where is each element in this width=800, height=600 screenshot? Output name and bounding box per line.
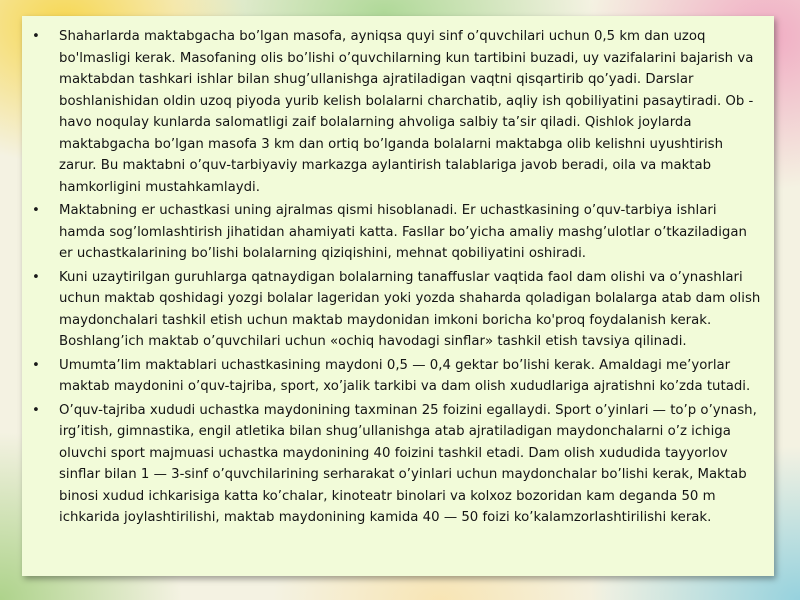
- bullet-text: O’quv-tajriba xududi uchastka maydonining taxminan 25 foizini egallaydi. Sport o’yinlari — to’p o’ynash, irg’itish, gimnastika, engil atletika bilan shug’ullanishga atab ajratiladigan maydonchalarni o’z ichiga oluvchi sport majmuasi uchastka maydonining 40 foizini tashkil etadi. Dam olish xududida tayyorlov sinflar bilan 1 — 3-sinf o’quvchilarining serharakat o’yinlari uchun maydonchalar bo’lishi kerak, Maktab binosi xudud ichkarisiga katta ko’chalar, kinoteatr binolari va kolxoz bozoridan kam deganda 50 m ichkarida joylashtirilishi, maktab maydonining kamida 40 — 50 foizi ko’kalamzorlashtirilishi kerak.: [59, 402, 757, 525]
- bullet-item: [32, 400, 762, 529]
- bullet-text: Maktabning er uchastkasi uning ajralmas qismi hisoblanadi. Er uchastkasining o’quv-tarbiya ishlari hamda sog’lomlashtirish jihatidan ahamiyati katta. Fasllar bo’yicha amaliy mashg’ulotlar o’tkaziladigan er uchastkalarining bo’lishi bolalarning qiziqishini, mehnat qobiliyatini oshiradi.: [59, 203, 747, 261]
- bullet-dot-icon: •: [32, 402, 40, 418]
- bullet-text: Shaharlarda maktabgacha bo’lgan masofa, ayniqsa quyi sinf o’quvchilari uchun 0,5 km dan uzoq bo'lmasligi kerak. Masofaning olis bo’lishi o’quvchilarning kun tartibini buzadi, uy vazifalarini bajarish va maktabdan tashkari ishlar bilan shug’ullanishga ajratiladigan vaqtni qisqartirib qo’yadi. Darslar boshlanishidan oldin uzoq piyoda yurib kelish bolalarni charchatib, aqliy ish qobiliyatini pasaytiradi. Ob - havo noqulay kunlarda salomatligi zaif bolalarning ahvoliga salbiy ta’sir qiladi. Qishlok joylarda maktabgacha bo’lgan masofa 3 km dan ortiq bo’lganda bolalarni maktabga olib kelishni uyushtirish zarur. Bu maktabni o’quv-tarbiyaviy markazga aylantirish talablariga javob beradi, oila va maktab hamkorligini mustahkamlaydi.: [59, 29, 754, 195]
- bullet-item: [32, 267, 762, 353]
- bullet-list: [32, 26, 762, 529]
- bullet-dot-icon: •: [32, 203, 40, 218]
- bullet-item: [32, 26, 762, 198]
- content-panel: [22, 16, 774, 576]
- bullet-dot-icon: •: [32, 357, 40, 373]
- bullet-dot-icon: •: [32, 29, 40, 44]
- bullet-text: Kuni uzaytirilgan guruhlarga qatnaydigan bolalarning tanaffuslar vaqtida faol dam olishi va o’ynashlari uchun maktab qoshidagi yozgi bolalar lageridan yoki yozda shaharda qoladigan bolalarga atab dam olish maydonchalari tashkil etish uchun maktab maydonidan imkoni boricha ko'proq foydalanish kerak. Boshlang’ich maktab o’quvchilari uchun «ochiq havodagi sinflar» tashkil etish tavsiya qilinadi.: [59, 269, 761, 349]
- bullet-item: [32, 355, 762, 398]
- bullet-list-container: [32, 26, 762, 531]
- bullet-item: [32, 200, 762, 265]
- bullet-dot-icon: •: [32, 269, 40, 285]
- bullet-text: Umumta’lim maktablari uchastkasining maydoni 0,5 — 0,4 gektar bo’lishi kerak. Amaldagi me’yorlar maktab maydonini o’quv-tajriba, sport, xo’jalik tarkibi va dam olish xududlariga ajratishni ko’zda tutadi.: [59, 357, 751, 394]
